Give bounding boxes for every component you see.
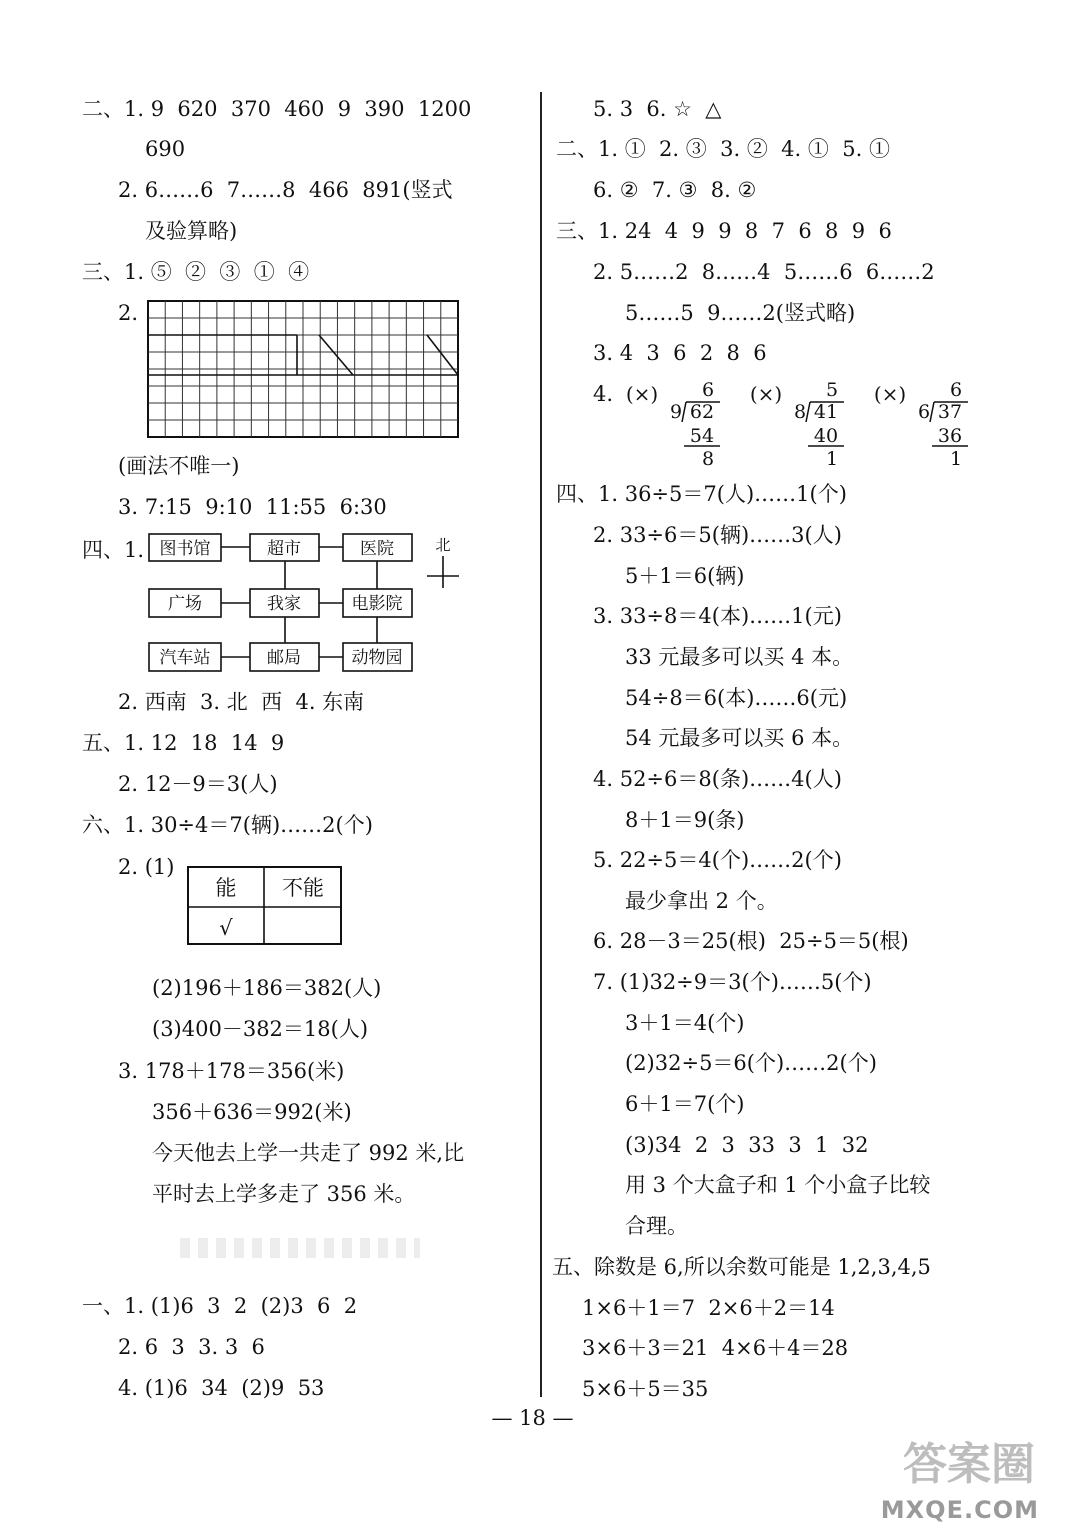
- map-square: 广场: [168, 594, 202, 614]
- left-line-l22: 2. 6 3 3. 3 6: [118, 1335, 265, 1359]
- left-line-l08: 3. 7:15 9:10 11:55 6:30: [118, 495, 387, 519]
- right-line-r14: 54÷8＝6(本)……6(元): [625, 686, 848, 710]
- right-line-r09: 四、1. 36÷5＝7(人)……1(个): [556, 482, 847, 506]
- right-line-r22: 3＋1＝4(个): [625, 1011, 745, 1035]
- right-line-r29: 1×6＋1＝7 2×6＋2＝14: [582, 1296, 835, 1320]
- left-line-l16: (3)400－382＝18(人): [152, 1017, 369, 1041]
- right-line-r13: 33 元最多可以买 4 本。: [625, 645, 854, 669]
- division-rule: [930, 402, 934, 422]
- right-line-r08: 4.: [593, 382, 614, 406]
- left-line-l10: 2. 西南 3. 北 西 4. 东南: [118, 690, 365, 714]
- right-line-r17: 8＋1＝9(条): [625, 808, 745, 832]
- division-mark: (×): [873, 382, 907, 406]
- left-line-l12: 2. 12－9＝3(人): [118, 772, 278, 796]
- left-line-l23: 4. (1)6 34 (2)9 53: [118, 1376, 325, 1400]
- map-post-office: 邮局: [267, 648, 301, 668]
- right-line-r25: (3)34 2 3 33 3 1 32: [625, 1133, 869, 1157]
- long-division-2: [750, 379, 844, 470]
- division-remainder: 1: [949, 448, 963, 470]
- division-remainder: 8: [701, 448, 715, 470]
- right-line-r30: 3×6＋3＝21 4×6＋4＝28: [582, 1336, 849, 1360]
- north-arrow-icon: [427, 556, 459, 588]
- right-line-r10: 2. 33÷6＝5(辆)……3(人): [593, 523, 842, 547]
- right-line-r15: 54 元最多可以买 6 本。: [625, 726, 854, 750]
- right-line-r27: 合理。: [625, 1214, 688, 1238]
- right-line-r04: 三、1. 24 4 9 9 8 7 6 8 9 6: [556, 219, 892, 243]
- left-line-l02: 690: [145, 137, 186, 161]
- division-remainder: 1: [825, 448, 839, 470]
- division-dividend: 41: [813, 401, 839, 423]
- map-bus-station: 汽车站: [159, 648, 211, 668]
- page-number: — 18 —: [491, 1406, 574, 1430]
- map-cinema: 电影院: [351, 594, 403, 614]
- left-line-l11: 五、1. 12 18 14 9: [82, 731, 285, 755]
- left-line-l03: 2. 6……6 7……8 466 891(竖式: [118, 178, 453, 202]
- division-quotient: 6: [701, 379, 715, 401]
- table-check-mark: √: [219, 916, 233, 940]
- map-home: 我家: [267, 594, 301, 614]
- right-line-r19: 最少拿出 2 个。: [625, 889, 778, 913]
- division-divisor: 6: [917, 401, 931, 423]
- division-mark: (×): [749, 382, 783, 406]
- right-line-r02: 二、1. ① 2. ③ 3. ② 4. ① 5. ①: [556, 137, 890, 161]
- right-line-r31: 5×6＋5＝35: [582, 1377, 709, 1401]
- left-line-l15: (2)196＋186＝382(人): [152, 976, 382, 1000]
- table-header-yes: 能: [215, 876, 237, 900]
- division-rule: [806, 402, 810, 422]
- right-line-r03: 6. ② 7. ③ 8. ②: [593, 178, 757, 202]
- right-line-r16: 4. 52÷6＝8(条)……4(人): [593, 767, 842, 791]
- division-rule: [682, 402, 686, 422]
- map-hospital: 医院: [360, 539, 394, 559]
- right-line-r07: 3. 4 3 6 2 8 6: [593, 341, 767, 365]
- left-line-l05: 三、1. ⑤ ② ③ ① ④: [82, 260, 310, 284]
- left-line-l04: 及验算略): [145, 219, 238, 243]
- right-line-r21: 7. (1)32÷9＝3(个)……5(个): [593, 970, 872, 994]
- division-quotient: 5: [825, 379, 839, 401]
- right-line-r11: 5＋1＝6(辆): [625, 564, 745, 588]
- map-diagram: [145, 530, 475, 678]
- faded-print-mark: [180, 1238, 420, 1258]
- right-line-r24: 6＋1＝7(个): [625, 1092, 745, 1116]
- left-line-l17: 3. 178＋178＝356(米): [118, 1059, 345, 1083]
- left-line-l21: 一、1. (1)6 3 2 (2)3 6 2: [82, 1294, 358, 1318]
- division-divisor: 9: [669, 401, 683, 423]
- right-line-r05: 2. 5……2 8……4 5……6 6……2: [593, 260, 935, 284]
- right-line-r26: 用 3 个大盒子和 1 个小盒子比较: [625, 1173, 931, 1197]
- map-library: 图书馆: [159, 539, 211, 559]
- long-division-3: [874, 379, 968, 470]
- left-line-l07: (画法不唯一): [118, 454, 240, 478]
- watermark-url: MXQE.COM: [880, 1496, 1039, 1524]
- left-line-l19: 今天他去上学一共走了 992 米,比: [152, 1141, 465, 1165]
- right-line-r06: 5……5 9……2(竖式略): [625, 301, 856, 325]
- division-product: 40: [813, 425, 839, 447]
- right-line-r20: 6. 28－3＝25(根) 25÷5＝5(根): [593, 929, 909, 953]
- left-line-l06: 2.: [118, 301, 139, 325]
- long-division-group: [620, 376, 980, 472]
- table-header-no: 不能: [282, 876, 324, 900]
- division-dividend: 62: [689, 401, 715, 423]
- left-line-l20: 平时去上学多走了 356 米。: [152, 1182, 416, 1206]
- yes-no-table: [186, 865, 344, 947]
- north-label: 北: [435, 536, 451, 554]
- column-divider: [540, 92, 542, 1397]
- right-line-r12: 3. 33÷8＝4(本)……1(元): [593, 604, 842, 628]
- right-line-r18: 5. 22÷5＝4(个)……2(个): [593, 848, 842, 872]
- left-line-l09: 四、1.: [82, 538, 145, 562]
- division-mark: (×): [625, 382, 659, 406]
- division-divisor: 8: [793, 401, 807, 423]
- right-line-r23: (2)32÷5＝6(个)……2(个): [625, 1051, 877, 1075]
- map-supermarket: 超市: [267, 539, 301, 559]
- long-division-1: [626, 379, 720, 470]
- left-line-l01: 二、1. 9 620 370 460 9 390 1200: [82, 97, 472, 121]
- map-zoo: 动物园: [351, 648, 403, 668]
- division-dividend: 37: [937, 401, 963, 423]
- division-product: 54: [689, 425, 715, 447]
- left-line-l13: 六、1. 30÷4＝7(辆)……2(个): [82, 813, 373, 837]
- division-product: 36: [937, 425, 963, 447]
- grid-drawing: [147, 300, 459, 438]
- right-line-r28: 五、除数是 6,所以余数可能是 1,2,3,4,5: [552, 1255, 931, 1279]
- watermark-logo: 答案圈: [903, 1439, 1035, 1490]
- left-line-l14: 2. (1): [118, 855, 175, 879]
- right-line-r01: 5. 3 6. ☆ △: [593, 97, 722, 121]
- division-quotient: 6: [949, 379, 963, 401]
- left-line-l18: 356＋636＝992(米): [152, 1100, 352, 1124]
